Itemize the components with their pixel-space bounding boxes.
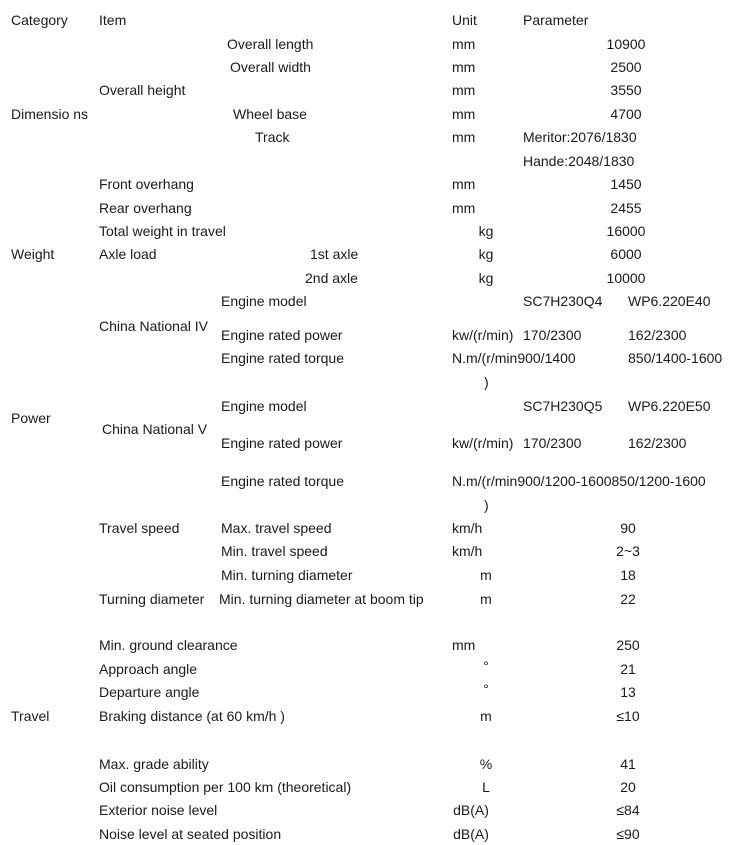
approach-angle-unit: ° (483, 658, 489, 674)
header-parameter: Parameter (523, 12, 589, 28)
seated-noise-value: ≤90 (616, 826, 640, 842)
max-speed-value: 90 (620, 520, 636, 536)
min-turning-unit: m (480, 567, 492, 583)
rear-overhang-label: Rear overhang (99, 200, 192, 216)
category-weight: Weight (11, 246, 55, 262)
grade-ability-value: 41 (620, 756, 636, 772)
rear-overhang-value: 2455 (610, 200, 642, 216)
min-turning-boom-unit: m (480, 591, 492, 607)
ground-clearance-label: Min. ground clearance (99, 637, 238, 653)
v-rated-power-b: 162/2300 (628, 435, 687, 451)
exterior-noise-unit: dB(A) (453, 802, 489, 818)
iv-rated-torque-unit-close: ) (484, 374, 489, 390)
v-rated-power-unit: kw/(r/min) (452, 435, 514, 451)
approach-angle-value: 21 (620, 661, 636, 677)
oil-consumption-value: 20 (620, 779, 636, 795)
braking-distance-label: Braking distance (at 60 km/h ) (99, 708, 285, 724)
iv-rated-power-unit: kw/(r/min) (452, 327, 514, 343)
category-dimensions: Dimensio ns (11, 106, 89, 122)
iv-rated-power-label: Engine rated power (221, 327, 343, 343)
approach-angle-label: Approach angle (99, 661, 198, 677)
total-weight-label: Total weight in travel (99, 223, 226, 239)
axle-1-value: 6000 (610, 246, 642, 262)
ground-clearance-unit: mm (452, 637, 476, 653)
track-value-hande: Hande:2048/1830 (523, 153, 635, 169)
travel-speed-label: Travel speed (99, 520, 180, 536)
seated-noise-unit: dB(A) (453, 826, 489, 842)
iv-rated-torque-unit: N.m/(r/min900/1400 (452, 350, 576, 366)
min-speed-value: 2~3 (616, 543, 640, 559)
rear-overhang-unit: mm (452, 200, 476, 216)
iv-rated-power-a: 170/2300 (523, 327, 582, 343)
front-overhang-value: 1450 (610, 176, 642, 192)
min-turning-label: Min. turning diameter (221, 567, 353, 583)
seated-noise-label: Noise level at seated position (99, 826, 282, 842)
header-unit: Unit (452, 12, 477, 28)
overall-length-label: Overall length (227, 36, 314, 52)
min-turning-boom-value: 22 (620, 591, 636, 607)
wheel-base-value: 4700 (610, 106, 642, 122)
china-national-iv-label: China National IV (99, 318, 208, 334)
v-rated-torque-unit-close: ) (484, 497, 489, 513)
v-engine-model-a: SC7H230Q5 (523, 398, 603, 414)
oil-consumption-unit: L (482, 779, 490, 795)
overall-width-value: 2500 (610, 59, 642, 75)
total-weight-value: 16000 (606, 223, 646, 239)
front-overhang-label: Front overhang (99, 176, 194, 192)
braking-distance-value: ≤10 (616, 708, 640, 724)
v-rated-power-label: Engine rated power (221, 435, 343, 451)
category-travel: Travel (11, 708, 50, 724)
total-weight-unit: kg (478, 223, 494, 239)
header-category: Category (11, 12, 68, 28)
exterior-noise-value: ≤84 (616, 802, 640, 818)
turning-diameter-label: Turning diameter (99, 591, 205, 607)
overall-width-unit: mm (452, 59, 476, 75)
track-unit: mm (452, 129, 476, 145)
overall-height-value: 3550 (610, 82, 642, 98)
min-turning-boom-label: Min. turning diameter at boom tip (219, 591, 424, 607)
overall-length-unit: mm (452, 36, 476, 52)
track-value-meritor: Meritor:2076/1830 (523, 129, 637, 145)
max-speed-unit: km/h (452, 520, 483, 536)
axle-2-label: 2nd axle (305, 270, 358, 286)
v-rated-torque-unit: N.m/(r/min900/1200-1600850/1200-1600 (452, 473, 706, 489)
axle-1-label: 1st axle (310, 246, 359, 262)
overall-height-label: Overall height (99, 82, 186, 98)
min-turning-value: 18 (620, 567, 636, 583)
axle-1-unit: kg (478, 246, 494, 262)
min-speed-unit: km/h (452, 543, 483, 559)
wheel-base-label: Wheel base (233, 106, 307, 122)
grade-ability-unit: % (479, 756, 493, 772)
ground-clearance-value: 250 (616, 637, 640, 653)
v-engine-model-b: WP6.220E50 (628, 398, 711, 414)
header-item: Item (99, 12, 127, 28)
oil-consumption-label: Oil consumption per 100 km (theoretical) (99, 779, 352, 795)
grade-ability-label: Max. grade ability (99, 756, 209, 772)
overall-width-label: Overall width (230, 59, 311, 75)
min-speed-label: Min. travel speed (221, 543, 328, 559)
departure-angle-label: Departure angle (99, 684, 200, 700)
max-speed-label: Max. travel speed (221, 520, 332, 536)
iv-rated-torque-b: 850/1400-1600 (628, 350, 723, 366)
departure-angle-unit: ° (483, 681, 489, 697)
iv-rated-power-b: 162/2300 (628, 327, 687, 343)
iv-engine-model-b: WP6.220E40 (628, 293, 711, 309)
track-label: Track (255, 129, 290, 145)
v-rated-power-a: 170/2300 (523, 435, 582, 451)
v-rated-torque-label: Engine rated torque (221, 473, 344, 489)
iv-engine-model-a: SC7H230Q4 (523, 293, 603, 309)
exterior-noise-label: Exterior noise level (99, 802, 218, 818)
category-power: Power (11, 410, 51, 426)
china-national-v-label: China National V (102, 421, 208, 437)
v-engine-model-label: Engine model (221, 398, 307, 414)
iv-rated-torque-label: Engine rated torque (221, 350, 344, 366)
wheel-base-unit: mm (452, 106, 476, 122)
axle-2-value: 10000 (606, 270, 646, 286)
departure-angle-value: 13 (620, 684, 636, 700)
overall-height-unit: mm (452, 82, 476, 98)
overall-length-value: 10900 (606, 36, 646, 52)
axle-load-label: Axle load (99, 246, 157, 262)
iv-engine-model-label: Engine model (221, 293, 307, 309)
axle-2-unit: kg (478, 270, 494, 286)
front-overhang-unit: mm (452, 176, 476, 192)
braking-distance-unit: m (480, 708, 492, 724)
